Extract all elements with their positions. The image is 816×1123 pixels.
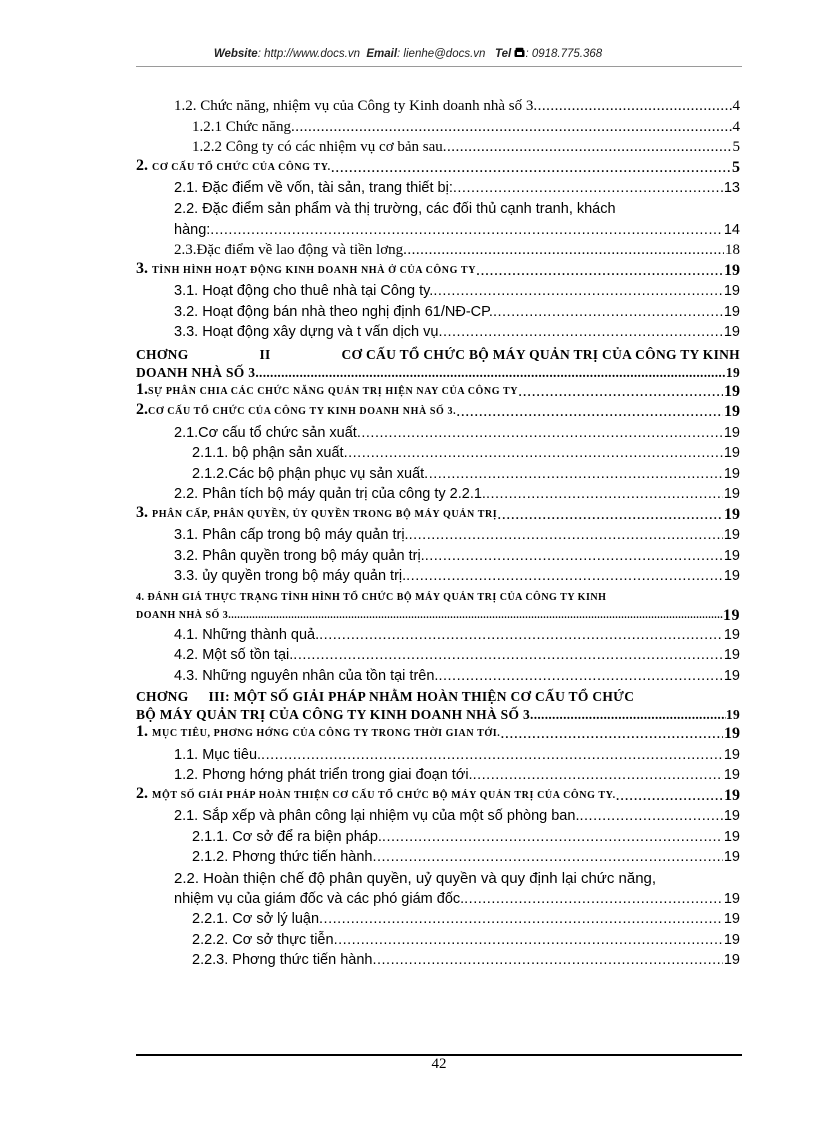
page-ref: 19 [724, 786, 740, 804]
toc-entry: 2.1.2.Các bộ phận phục vụ sản xuất ..... 19 [136, 464, 740, 485]
page-ref: 19 [724, 725, 740, 742]
dot-leader [438, 322, 722, 343]
toc-entry: 3.1. Phân cấp trong bộ máy quản trị. ..... 19 [136, 525, 740, 546]
page-ref: 19 [723, 303, 740, 320]
page-ref: 19 [723, 445, 740, 461]
page-ref: 5 [732, 139, 740, 155]
toc-entry: 2.2.1. Cơ sở lý luận ..... 19 [136, 909, 740, 930]
toc-entry: 2.1. Đặc điểm về vốn, tài sản, trang thiết bị: ..... 13 [136, 178, 740, 199]
toc-entry: 1.2.1 Chức năng ..... 4 [136, 117, 740, 138]
dot-leader [261, 745, 723, 766]
toc-entry: 3.1. Hoạt động cho thuê nhà tại Công ty. ..... 19 [136, 281, 740, 302]
dot-leader [438, 666, 722, 687]
dot-leader [486, 484, 723, 505]
toc-section: 1.SỰ PHÂN CHIA CÁC CHỨC NĂNG QUẢN TRỊ HIỆN NAY CỦA CÔNG TY ..... 19 [136, 382, 740, 403]
dot-leader [500, 724, 723, 745]
page-ref: 19 [723, 849, 740, 865]
dot-leader [293, 645, 723, 666]
toc-entry: hàng: ..... 14 [136, 220, 740, 241]
page-ref: 19 [724, 403, 740, 420]
dot-leader [372, 847, 722, 868]
dot-leader [473, 765, 723, 786]
dot-leader [228, 606, 723, 625]
page-ref: 19 [723, 424, 740, 441]
dot-leader [456, 402, 723, 423]
page-ref: 19 [723, 465, 740, 482]
toc-entry: 4.3. Những nguyên nhân của tồn tại trên. ..... 19 [136, 666, 740, 687]
toc-entry: 1.1. Mục tiêu. ..... 19 [136, 745, 740, 766]
toc-entry: 1.2. Phơng hớng phát triển trong giai đoạn tới. ..... 19 [136, 765, 740, 786]
toc-entry: 2.1.1. bộ phận sản xuất ..... 19 [136, 443, 740, 464]
page-ref: 19 [723, 746, 740, 763]
page-ref: 5 [732, 158, 740, 176]
toc-entry: 3.3. Hoạt động xây dựng và t vấn dịch vụ ..... 19 [136, 322, 740, 343]
page-ref: 19 [723, 890, 740, 907]
page-ref: 19 [723, 626, 740, 643]
page-ref: 19 [724, 382, 740, 400]
page-ref: 19 [723, 931, 740, 948]
page-ref: 19 [723, 952, 740, 968]
toc-entry: 2.2. Phân tích bộ máy quản trị của công ty 2.2.1. ..... 19 [136, 484, 740, 505]
tel-value: : 0918.775.368 [525, 48, 603, 60]
dot-leader [406, 566, 723, 587]
page-ref: 14 [723, 221, 740, 238]
table-of-contents [136, 96, 740, 971]
dot-leader [424, 464, 723, 485]
page-ref: 19 [723, 667, 740, 684]
dot-leader [291, 117, 732, 138]
email-value: : lienhe@docs.vn [397, 48, 486, 60]
dot-leader [443, 137, 732, 158]
dot-leader [433, 281, 723, 302]
toc-entry: 2.3.Đặc điểm về lao động và tiền lơng ..... 18 [136, 240, 740, 261]
toc-entry: 2.1.Cơ cấu tổ chức sản xuất ..... 19 [136, 423, 740, 444]
page-ref: 19 [724, 261, 740, 279]
page-ref: 19 [723, 324, 740, 340]
toc-chapter: CHƠNG II CƠ CẤU TỔ CHỨC BỘ MÁY QUẢN TRỊ CỦA CÔNG TY KINH DOANH NHÀ SỐ 3 ..... 19 [136, 347, 740, 382]
toc-entry: 2.2.3. Phơng thức tiến hành ..... 19 [136, 950, 740, 971]
toc-chapter: CHƠNG III: MỘT SỐ GIẢI PHÁP NHẰM HOÀN THIỆN CƠ CẤU TỔ CHỨC BỘ MÁY QUẢN TRỊ CỦA CÔNG TY KINH DOANH NHÀ SỐ 3. ..... 19 [136, 689, 740, 724]
page-ref: 19 [723, 527, 740, 543]
dot-leader [616, 786, 723, 807]
dot-leader [382, 827, 723, 848]
toc-section: 2. MỘT SỐ GIẢI PHÁP HOÀN THIỆN CƠ CẤU TỔ CHỨC BỘ MÁY QUẢN TRỊ CỦA CÔNG TY. ..... 19 [136, 786, 740, 807]
email-label: Email [366, 48, 398, 60]
dot-leader [334, 930, 723, 951]
toc-entry: 4.1. Những thành quả. ..... 19 [136, 625, 740, 646]
page-ref: 19 [723, 568, 740, 584]
page-ref: 4 [732, 98, 740, 114]
dot-leader [425, 546, 723, 567]
page-ref: 4 [732, 118, 740, 135]
toc-entry: 2.1.2. Phơng thức tiến hành ..... 19 [136, 847, 740, 868]
dot-leader [344, 443, 723, 464]
page-ref: 19 [723, 283, 740, 299]
dot-leader [534, 705, 726, 724]
page-ref: 19 [723, 606, 740, 624]
page-ref: 19 [723, 486, 740, 502]
page-number: 42 [431, 1056, 447, 1072]
dot-leader [579, 806, 722, 827]
dot-leader [409, 525, 723, 546]
dot-leader [453, 178, 723, 199]
page-ref: 19 [723, 547, 740, 564]
dot-leader [464, 889, 723, 910]
dot-leader [210, 220, 723, 241]
page-ref: 19 [725, 707, 740, 722]
website-value: : http://www.docs.vn [257, 48, 360, 60]
dot-leader [372, 950, 722, 971]
toc-section: 3. PHÂN CẤP, PHÂN QUYỀN, ỦY QUYỀN TRONG BỘ MÁY QUẢN TRỊ ..... 19 [136, 505, 740, 526]
page-header [0, 47, 816, 61]
toc-section: 2.CƠ CẤU TỔ CHỨC CỦA CÔNG TY KINH DOANH NHÀ SỐ 3. ..... 19 [136, 402, 740, 423]
dot-leader [331, 158, 731, 179]
tel-label: Tel [495, 48, 512, 60]
page-ref: 19 [723, 808, 740, 824]
toc-entry: 2.1.1. Cơ sở để ra biện pháp. ..... 19 [136, 827, 740, 848]
dot-leader [497, 505, 723, 526]
toc-entry: 3.3. ủy quyền trong bộ máy quản trị. ..... 19 [136, 566, 740, 587]
dot-leader [319, 909, 723, 930]
toc-entry: 4.2. Một số tồn tại. ..... 19 [136, 645, 740, 666]
page-ref: 19 [724, 505, 740, 523]
page-ref: 19 [723, 647, 740, 663]
page-ref: 18 [725, 242, 740, 258]
dot-leader [357, 423, 723, 444]
dot-leader [533, 96, 731, 117]
toc-entry-line1: 2.2. Hoàn thiện chế độ phân quyền, uỷ quyền và quy định lại chức năng, [174, 869, 657, 887]
toc-section: 4. ĐÁNH GIÁ THỰC TRẠNG TÌNH HÌNH TỔ CHỨC BỘ MÁY QUẢN TRỊ CỦA CÔNG TY KINH DOANH NHÀ SỐ 3 ..... 19 [136, 590, 740, 625]
website-label: Website [213, 48, 258, 60]
toc-entry: 1.2.2 Công ty có các nhiệm vụ cơ bản sau ..... 5 [136, 137, 740, 158]
page-ref: 19 [725, 364, 740, 380]
toc-entry: 2.2.2. Cơ sở thực tiễn ..... 19 [136, 930, 740, 951]
dot-leader [403, 240, 724, 261]
toc-section: 2. CƠ CẤU TỔ CHỨC CỦA CÔNG TY. ..... 5 [136, 158, 740, 179]
dot-leader [476, 261, 723, 282]
toc-entry: 3.2. Hoạt động bán nhà theo nghị định 61/NĐ-CP. ..... 19 [136, 302, 740, 323]
page-ref: 19 [723, 767, 740, 783]
toc-entry-line1: 2.2. Đặc điểm sản phẩm và thị trường, các đối thủ cạnh tranh, khách [174, 200, 616, 217]
dot-leader [493, 302, 723, 323]
toc-entry: 1.2. Chức năng, nhiệm vụ của Công ty Kinh doanh nhà số 3 ..... 4 [136, 96, 740, 117]
toc-section: 3. TÌNH HÌNH HOẠT ĐỘNG KINH DOANH NHÀ Ở CỦA CÔNG TY ..... 19 [136, 261, 740, 282]
header-divider [136, 66, 742, 67]
phone-icon [514, 47, 525, 61]
dot-leader [319, 625, 723, 646]
toc-section: 1. MỤC TIÊU, PHƠNG HỚNG CỦA CÔNG TY TRONG THỜI GIAN TỚI. ..... 19 [136, 724, 740, 745]
dot-leader [518, 382, 723, 403]
toc-entry: 3.2. Phân quyền trong bộ máy quản trị. ..... 19 [136, 546, 740, 567]
page-ref: 13 [723, 180, 740, 196]
page-ref: 19 [723, 828, 740, 845]
toc-entry: nhiệm vụ của giám đốc và các phó giám đốc. ..... 19 [136, 889, 740, 910]
toc-entry: 2.1. Sắp xếp và phân công lại nhiệm vụ của một số phòng ban. ..... 19 [136, 806, 740, 827]
page-ref: 19 [723, 911, 740, 927]
